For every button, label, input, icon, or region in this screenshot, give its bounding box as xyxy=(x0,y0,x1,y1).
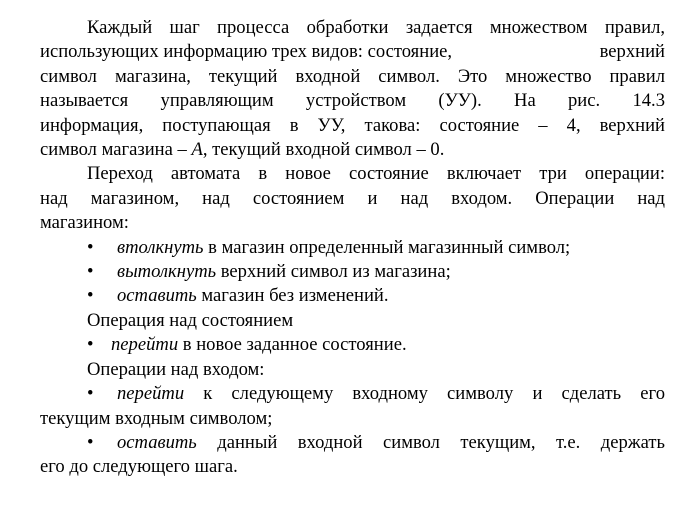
list-item-italic: втолкнуть xyxy=(117,236,204,258)
list-item-text: верхний символ из магазина; xyxy=(216,261,451,283)
text-line: символ магазина, текущий входной символ. Это множество правил xyxy=(40,65,665,87)
document-page xyxy=(40,16,665,480)
list-item-text: к следующему входному символу и сделать его xyxy=(184,383,665,405)
text-line: Переход автомата в новое состояние включает три операции: xyxy=(87,163,665,185)
bullet-icon: • xyxy=(87,334,94,356)
bullet-icon: • xyxy=(87,236,94,258)
paragraph-rules xyxy=(40,16,665,162)
list-item-text: данный входной символ текущим, т.е. держать xyxy=(196,431,665,453)
text-fragment: , текущий входной символ – 0. xyxy=(202,139,445,161)
text-line: текущим входным символом; xyxy=(40,407,273,429)
list-item-italic: вытолкнуть xyxy=(117,261,217,283)
text-line: над магазином, над состоянием и над входом. Операции над xyxy=(40,187,665,209)
list-item xyxy=(40,236,665,260)
text-fragment: использующих информацию трех видов: состояние, xyxy=(40,41,453,63)
text-line: называется управляющим устройством (УУ). На рис. 14.3 xyxy=(40,90,665,112)
list-item xyxy=(40,431,665,480)
bullet-icon: • xyxy=(87,261,94,283)
list-item xyxy=(40,260,665,284)
list-item xyxy=(40,333,665,357)
list-item-italic: перейти xyxy=(111,334,179,356)
section-heading-state: Операция над состоянием xyxy=(87,309,294,331)
list-item-text: в магазин определенный магазинный символ; xyxy=(203,236,571,258)
text-line: магазином: xyxy=(40,212,129,234)
list-item xyxy=(40,382,665,431)
text-line: информация, поступающая в УУ, такова: состояние – 4, верхний xyxy=(40,114,665,136)
paragraph-transition xyxy=(40,162,665,235)
italic-symbol: A xyxy=(191,139,203,161)
bullet-icon: • xyxy=(87,431,94,453)
list-item xyxy=(40,284,665,308)
list-item-text: в новое заданное состояние. xyxy=(178,334,407,356)
text-line: его до следующего шага. xyxy=(40,456,238,478)
text-line xyxy=(40,40,665,64)
bullet-icon: • xyxy=(87,383,94,405)
section-heading-input: Операции над входом: xyxy=(87,358,265,380)
text-line xyxy=(40,382,665,406)
list-item-text: магазин без изменений. xyxy=(196,285,389,307)
text-line xyxy=(40,138,665,162)
text-fragment: верхний xyxy=(599,41,665,63)
text-line: Каждый шаг процесса обработки задается множеством правил, xyxy=(87,17,665,38)
bullet-icon: • xyxy=(87,285,94,307)
list-item-italic: оставить xyxy=(117,285,197,307)
list-item-italic: перейти xyxy=(117,383,185,405)
list-item-italic: оставить xyxy=(117,431,197,453)
text-line xyxy=(40,431,665,455)
text-fragment: символ магазина – xyxy=(40,139,192,161)
